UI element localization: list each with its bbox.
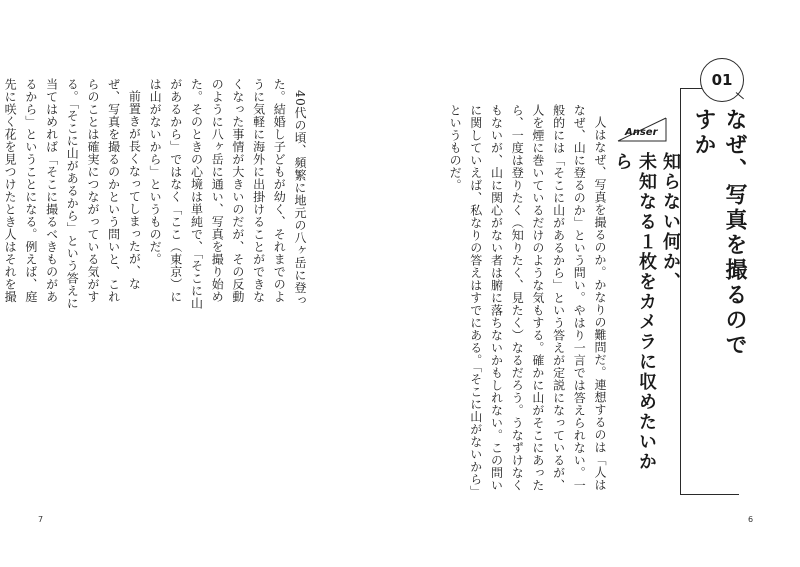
left-body-text [3,78,310,310]
left-paragraph-1: 40代の頃、頻繁に地元の八ヶ岳に登った。結婚し子どもが幼く、それまでのように気軽に海外に出掛けることができなくなった事情が大きいのだが、その反動のように八ヶ岳に通い、写真を撮り始めた。そのときの心境は単純で、「そこに山があるから」ではなく「ここ（東京）には山がないから」というものだ。 [148,78,307,310]
question-title: なぜ、写真を撮るのですか [691,108,747,358]
answer-heading [612,152,682,472]
answer-label: Anser [625,127,658,138]
question-number-badge [700,58,744,102]
right-body-text [448,104,610,496]
left-page-number: 7 [38,515,44,524]
right-page [400,0,800,567]
answer-line-2: 未知なる１枚をカメラに収めたいから [612,152,657,472]
left-paragraph-2: 前置きが長くなってしまったが、なぜ、写真を撮るのかという問いと、これらのことは確実につながっている気がする。「そこに山があるから」という答えに当てはめれば「そこに撮るべきものがあるから」ということになる。例えば、庭先に咲く花を見つけたとき人はそれを撮 [3,78,142,310]
right-paragraph-1: 人はなぜ、写真を撮るのか。かなりの難問だ。連想するのは「人はなぜ、山に登るのか」という問い。やはり一言では答えられない。一般的には「そこに山があるから」という答えが定説になっているが、人を煙に巻いているだけのような気もする。確かに山がそこにあったら、一度は登りたく（知りたく、見たく）なるだろう。うなずけなくもないが、山に関心がない者は腑に落ちないかもしれない。この問いに関していえば、私なりの答えはすでにある。「そこに山がないから」というものだ。 [448,104,607,492]
right-page-number: 6 [748,515,754,524]
question-number: 01 [711,71,733,89]
answer-line-1: 知らない何か、 [660,152,681,292]
